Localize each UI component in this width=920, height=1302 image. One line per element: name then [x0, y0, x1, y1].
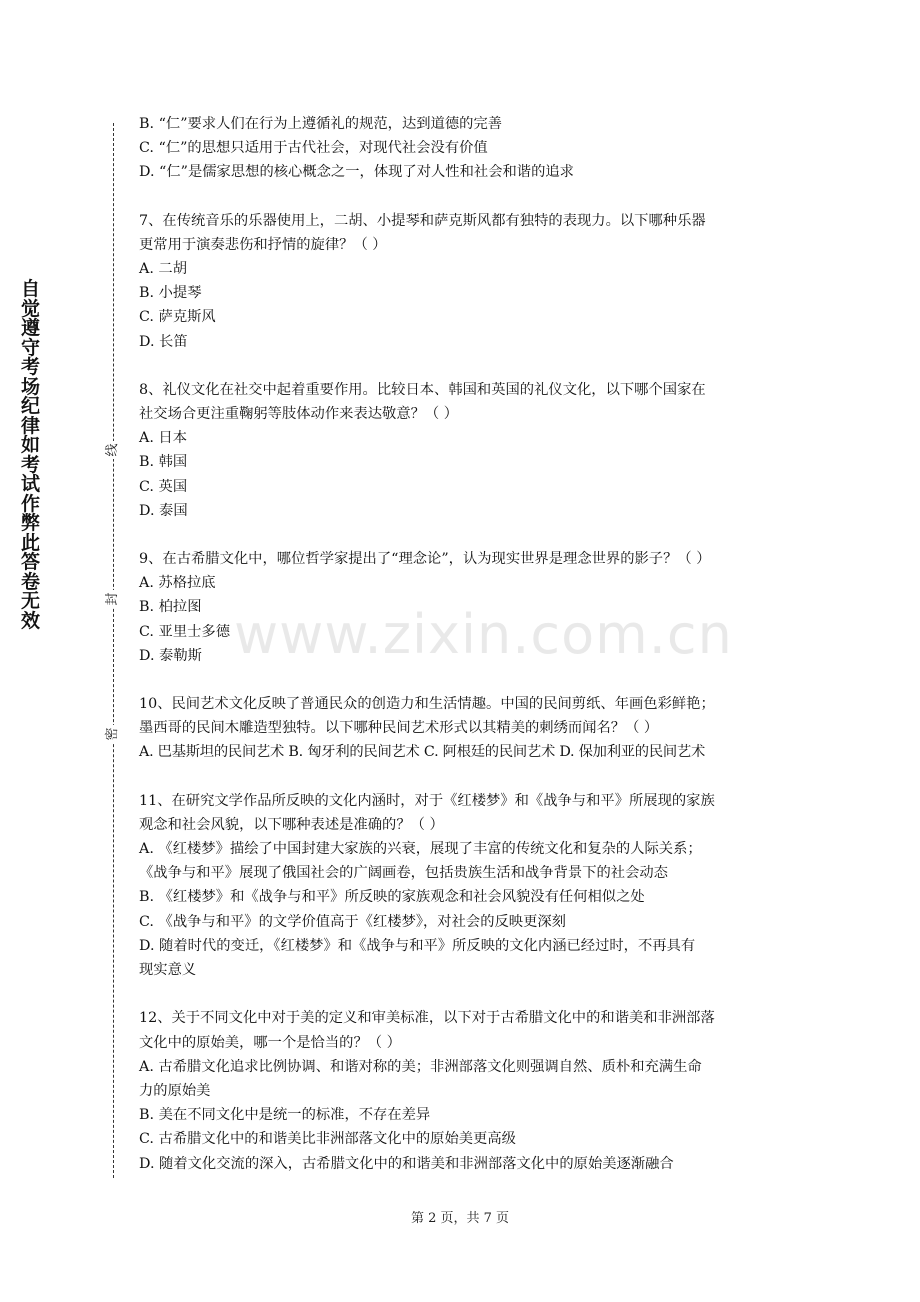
option-line: B. “仁”要求人们在行为上遵循礼的规范，达到道德的完善: [139, 116, 503, 132]
option-d: D. 随着时代的变迁，《红楼梦》和《战争与和平》所反映的文化内涵已经过时，不再具有: [139, 937, 696, 954]
question-8: [139, 378, 789, 523]
option-c: C. 英国: [139, 478, 188, 495]
option-c: C. 《战争与和平》的文学价值高于《红楼梦》，对社会的反映更深刻: [139, 913, 566, 930]
option-a: A. 《红楼梦》描绘了中国封建大家族的兴衰，展现了丰富的传统文化和复杂的人际关系；: [139, 841, 702, 858]
option-c: C. 亚里士多德: [139, 623, 231, 640]
page-number-footer: 第 2 页，共 7 页: [410, 1211, 510, 1226]
watermark: www.zixin.com.cn: [234, 603, 733, 666]
seal-label-seal: 封: [104, 590, 122, 608]
option-b: B. 《红楼梦》和《战争与和平》所反映的家族观念和社会风貌没有任何相似之处: [139, 889, 645, 906]
question-stem: 9、在古希腊文化中，哪位哲学家提出了“理念论”，认为现实世界是理念世界的影子？（ ）: [139, 551, 711, 568]
question-stem: 7、在传统音乐的乐器使用上，二胡、小提琴和萨克斯风都有独特的表现力。以下哪种乐器: [139, 212, 706, 229]
option-b: B. 韩国: [139, 454, 188, 471]
seal-dashed-line: [113, 123, 114, 1178]
question-9: [139, 547, 789, 668]
question-11: [139, 789, 789, 983]
option-a: A. 日本: [139, 430, 188, 447]
question-stem: 10、民间艺术文化反映了普通民众的创造力和生活情趣。中国的民间剪纸、年画色彩鲜艳；: [139, 696, 715, 713]
option-line: D. “仁”是儒家思想的核心概念之一，体现了对人性和社会和谐的追求: [139, 164, 574, 181]
previous-question-options: [139, 112, 789, 185]
options-inline: A. 巴基斯坦的民间艺术 B. 匈牙利的民间艺术 C. 阿根廷的民间艺术 D. 保加利亚的民间艺术: [139, 744, 706, 761]
question-stem: 文化中的原始美，哪一个是恰当的？（ ）: [139, 1034, 401, 1051]
question-12: [139, 1006, 789, 1175]
seal-label-line: 线: [104, 441, 122, 459]
question-stem: 8、礼仪文化在社交中起着重要作用。比较日本、韩国和英国的礼仪文化，以下哪个国家在: [139, 381, 706, 398]
option-line: C. “仁”的思想只适用于古代社会，对现代社会没有价值: [139, 140, 488, 157]
option-a: A. 二胡: [139, 261, 188, 278]
option-d-continued: 现实意义: [139, 962, 197, 979]
option-b: B. 柏拉图: [139, 599, 202, 616]
question-stem: 11、在研究文学作品所反映的文化内涵时，对于《红楼梦》和《战争与和平》所展现的家族: [139, 792, 715, 809]
option-d: D. 泰勒斯: [139, 647, 202, 664]
question-stem: 社交场合更注重鞠躬等肢体动作来表达敬意？（ ）: [139, 406, 459, 423]
question-stem: 墨西哥的民间木雕造型独特。以下哪种民间艺术形式以其精美的刺绣而闻名？（ ）: [139, 720, 659, 737]
option-b: B. 美在不同文化中是统一的标准，不存在差异: [139, 1107, 431, 1124]
question-content: [139, 112, 789, 1176]
option-c: C. 萨克斯风: [139, 309, 216, 326]
option-a: A. 古希腊文化追求比例协调、和谐对称的美；非洲部落文化则强调自然、质朴和充满生命: [139, 1058, 702, 1075]
question-stem: 更常用于演奏悲伤和抒情的旋律？（ ）: [139, 236, 387, 253]
question-10: [139, 692, 789, 765]
exam-discipline-notice: 自觉遵守考场纪律如考试作弊此答卷无效: [21, 278, 41, 632]
option-a-continued: 《战争与和平》展现了俄国社会的广阔画卷，包括贵族生活和战争背景下的社会动态: [139, 865, 668, 882]
question-7: [139, 209, 789, 354]
option-a: A. 苏格拉底: [139, 575, 216, 592]
option-d: D. 长笛: [139, 333, 188, 350]
seal-label-secret: 密: [104, 725, 122, 743]
option-d: D. 泰国: [139, 502, 188, 519]
option-a-continued: 力的原始美: [139, 1082, 211, 1099]
option-d: D. 随着文化交流的深入，古希腊文化中的和谐美和非洲部落文化中的原始美逐渐融合: [139, 1155, 674, 1172]
option-b: B. 小提琴: [139, 285, 202, 302]
question-stem: 12、关于不同文化中对于美的定义和审美标准，以下对于古希腊文化中的和谐美和非洲部落: [139, 1010, 715, 1027]
option-c: C. 古希腊文化中的和谐美比非洲部落文化中的原始美更高级: [139, 1131, 516, 1148]
question-stem: 观念和社会风貌，以下哪种表述是准确的？（ ）: [139, 816, 444, 833]
